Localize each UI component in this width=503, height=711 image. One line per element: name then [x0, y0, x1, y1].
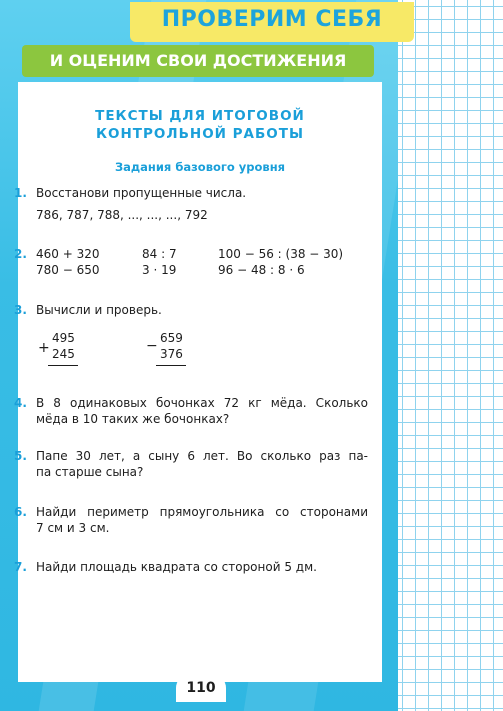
minuend: 659	[160, 331, 183, 345]
expression: 780 − 650	[36, 263, 100, 277]
sum-line	[48, 365, 78, 366]
subtrahend: 376	[160, 347, 183, 361]
expression: 3 · 19	[142, 263, 177, 277]
task-number: 3.	[14, 303, 27, 317]
section-title-line2: КОНТРОЛЬНОЙ РАБОТЫ	[96, 126, 304, 142]
task-text: В 8 одинаковых бочонках 72 кг мёда. Сколько	[36, 396, 368, 410]
expression: 100 − 56 : (38 − 30)	[218, 247, 344, 261]
addend-top: 495	[52, 331, 75, 345]
header-subtitle: И ОЦЕНИМ СВОИ ДОСТИЖЕНИЯ	[49, 51, 347, 70]
task-sequence: 786, 787, 788, ..., ..., ..., 792	[36, 208, 208, 222]
task-number: 1.	[14, 186, 27, 200]
task-text: Вычисли и проверь.	[36, 303, 162, 317]
task-text: Найди периметр прямоугольника со сторонами	[36, 505, 368, 519]
task-number: 4.	[14, 396, 27, 410]
expression: 96 − 48 : 8 · 6	[218, 263, 305, 277]
header-banner-title	[130, 2, 414, 42]
task-text: Найди площадь квадрата со стороной 5 дм.	[36, 560, 317, 574]
minus-sign: −	[146, 338, 158, 354]
task-text: 7 см и 3 см.	[36, 521, 110, 535]
header-banner-subtitle	[22, 45, 374, 77]
task-text: мёда в 10 таких же бочонках?	[36, 412, 230, 426]
task-number: 5.	[14, 449, 27, 463]
task-text: Восстанови пропущенные числа.	[36, 186, 247, 200]
task-number: 2.	[14, 247, 27, 261]
page-number: 110	[176, 674, 226, 702]
section-title-line1: ТЕКСТЫ ДЛЯ ИТОГОВОЙ	[95, 108, 305, 124]
worksheet-page	[14, 82, 382, 682]
task-text: па старше сына?	[36, 465, 144, 479]
grid-paper	[398, 0, 503, 711]
task-number: 6.	[14, 505, 27, 519]
difference-line	[156, 365, 186, 366]
plus-sign: +	[38, 340, 50, 356]
expression: 84 : 7	[142, 247, 177, 261]
level-subtitle: Задания базового уровня	[114, 160, 286, 174]
header-title: ПРОВЕРИМ СЕБЯ	[161, 7, 383, 32]
expression: 460 + 320	[36, 247, 100, 261]
task-number: 7.	[14, 560, 27, 574]
addend-bottom: 245	[52, 347, 75, 361]
task-text: Папе 30 лет, а сыну 6 лет. Во сколько раз па-	[36, 449, 368, 463]
